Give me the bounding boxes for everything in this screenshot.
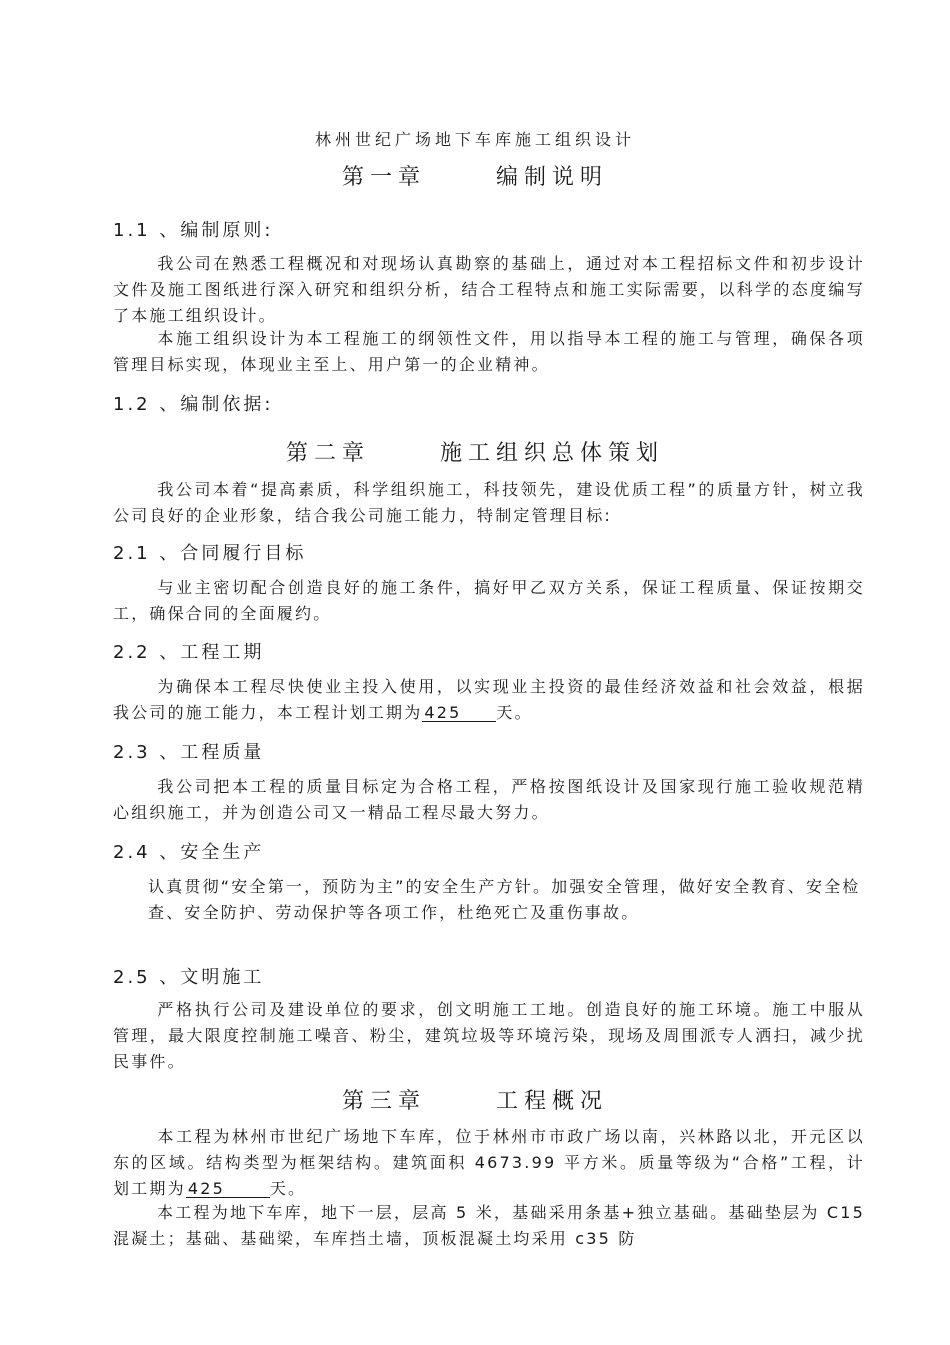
section-2-4-heading: 2.4 、安全生产 — [113, 842, 265, 863]
chapter-3-paragraph-1: 本工程为林州市世纪广场地下车库，位于林州市市政广场以南，兴林路以北，开元区以东的区域。结构类型为框架结构。建筑面积 4673.99 平方米。质量等级为“合格”工程，计划工期为 425 天。 — [113, 1127, 865, 1198]
document-title: 林州世纪广场地下车库施工组织设计 — [314, 130, 635, 149]
chapter-2-heading — [0, 436, 950, 467]
section-2-5-paragraph: 严格执行公司及建设单位的要求，创文明施工工地。创造良好的施工环境。施工中服从管理，最大限度控制施工噪音、粉尘，建筑垃圾等环境污染，现场及周围派专人洒扫，减少扰民事件。 — [113, 1000, 865, 1071]
section-2-3-paragraph: 我公司把本工程的质量目标定为合格工程，严格按图纸设计及国家现行施工验收规范精心组织施工，并为创造公司又一精品工程尽最大努力。 — [113, 777, 865, 822]
section-2-1-heading: 2.1 、合同履行目标 — [113, 543, 307, 564]
section-2-5-heading: 2.5 、文明施工 — [113, 967, 265, 988]
chapter-1-heading — [0, 160, 950, 191]
chapter-2-name: 施工组织总体策划 — [440, 441, 665, 466]
section-1-1-paragraph-1: 我公司在熟悉工程概况和对现场认真勘察的基础上，通过对本工程招标文件和初步设计文件及施工图纸进行深入研究和组织分析，结合工程特点和施工实际需要，以科学的态度编写了本施工组织设计。 — [113, 254, 865, 325]
section-2-1-paragraph: 与业主密切配合创造良好的施工条件，搞好甲乙双方关系，保证工程质量、保证按期交工，确保合同的全面履约。 — [113, 578, 865, 623]
section-1-1-paragraph-2: 本施工组织设计为本工程施工的纲领性文件，用以指导本工程的施工与管理，确保各项管理目标实现，体现业主至上、用户第一的企业精神。 — [113, 329, 865, 374]
chapter-3-paragraph-2: 本工程为地下车库，地下一层，层高 5 米，基础采用条基+独立基础。基础垫层为 C15 混凝土；基础、基础梁，车库挡土墙，顶板混凝土均采用 c35 防 — [113, 1203, 865, 1248]
chapter-2-intro: 我公司本着“提高素质，科学组织施工，科技领先，建设优质工程”的质量方针，树立我公司良好的企业形象，结合我公司施工能力，特制定管理目标: — [113, 480, 865, 525]
planned-duration-value-2: 425 — [186, 1180, 270, 1198]
chapter-3-heading — [0, 1084, 950, 1115]
chapter-1-name: 编制说明 — [496, 165, 609, 190]
section-2-4-paragraph: 认真贯彻“安全第一，预防为主”的安全生产方针。加强安全管理，做好安全教育、安全检查、安全防护、劳动保护等各项工作，杜绝死亡及重伤事故。 — [148, 877, 861, 922]
chapter-2-number: 第二章 — [285, 441, 370, 466]
section-1-1-heading: 1.1 、编制原则: — [113, 220, 274, 241]
chapter-3-name: 工程概况 — [496, 1089, 609, 1114]
section-2-2-paragraph: 为确保本工程尽快使业主投入使用，以实现业主投资的最佳经济效益和社会效益，根据我公司的施工能力，本工程计划工期为 425 天。 — [113, 677, 865, 722]
chapter-1-number: 第一章 — [341, 165, 426, 190]
section-2-3-heading: 2.3 、工程质量 — [113, 742, 265, 763]
section-1-2-heading: 1.2 、编制依据: — [113, 394, 274, 415]
chapter-3-number: 第三章 — [341, 1089, 426, 1114]
planned-duration-value: 425 — [422, 704, 496, 722]
section-2-2-heading: 2.2 、工程工期 — [113, 642, 265, 663]
